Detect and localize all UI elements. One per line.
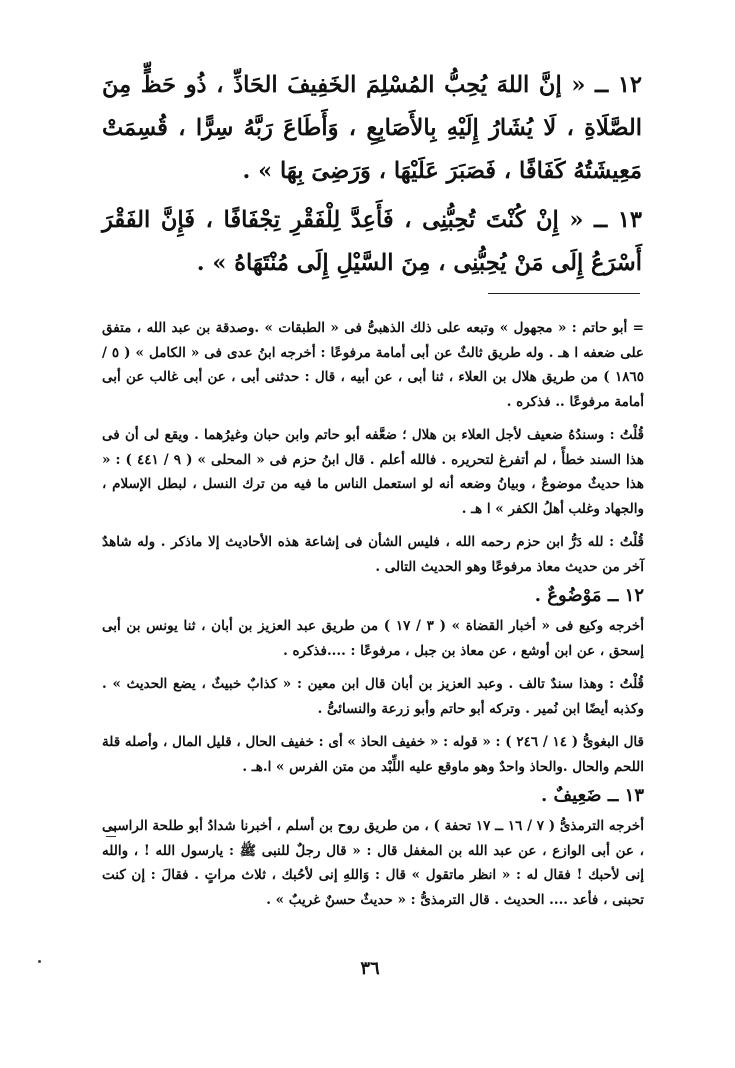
- hadith-text-block: [102, 64, 642, 291]
- footnote-paragraph: قُلْتُ : لله دَرُّ ابن حزم رحمه الله ، فليس الشأن فى إشاعة هذه الأحاديث إلا ماذكر . وله شاهدٌ آخر من حديث معاذ مرفوعًا وهو الحديث التالى .: [102, 534, 644, 575]
- footnote-paragraph: قُلْتُ : وهذا سندٌ تالف . وعبد العزيز بن أبان قال ابن معين : « كذابٌ خبيثٌ ، يضع الحديث » . وكذبه أيضًا ابن نُمير . وتركه أبو حاتم وأبو زرعة والنسائىُّ .: [102, 676, 644, 717]
- footnote-paragraph: أخرجه وكيع فى « أخبار القضاة » ( ٣ / ١٧ ) من طريق عبد العزيز بن أبان ، ثنا يونس بن أبى إسحق ، عن ابن أوشع ، عن معاذ بن جبل ، مرفوعًا : ....فذكره .: [102, 618, 644, 659]
- footnote-paragraph: قال البغوىُّ ( ١٤ / ٢٤٦ ) : « قوله : « خفيف الحاذ » أى : خفيف الحال ، قليل المال ، وأصله قلة اللحم والحال .والحاذ واحدٌ وهو ماوقع عليه اللِّبْد من متن الفرس » ا.هـ .: [102, 734, 644, 775]
- footnote-paragraph: أخرجه الترمذىُّ ( ٧ / ١٦ ــ ١٧ تحفة ) ، من طريق روح بن أسلم ، أخبرنا شدادُ أبو طلحة الراسبى ، عن أبى الوازع ، عن عبد الله بن المغفل قال : « قال رجلٌ للنبى ﷺ : يارسول الله ! ، والله إنى لأحبك ! فقال له : « انظر ماتقول » قال : وَاللهِ إنى لأحُبك ، ثلاث مراتٍ . فقالَ : إن كنت تحبنى ، فأعد .... الحديث . قال الترمذىُّ : « حديثٌ حسنٌ غريبٌ » .: [102, 818, 644, 908]
- hadith-12-text: ١٢ ــ « إنَّ اللهَ يُحِبُّ المُسْلِمَ الخَفِيفَ الحَاذِّ ، ذُو حَظٍّ مِنَ الصَّلَاةِ ، لَا يُشَارُ إِلَيْهِ بِالأَصَابِعِ ، وَأَطَاعَ رَبَّهُ سِرًّا ، قُسِمَتْ مَعِيشَتُهُ كَفَافًا ، فَصَبَرَ عَلَيْهَا ، وَرَضِىَ بِهَا » .: [102, 72, 642, 184]
- scan-speck: [38, 960, 41, 963]
- footnote-paragraph: قُلْتُ : وسندُهُ ضعيف لأجل العلاء بن هلال ؛ ضعَّفه أبو حاتم وابن حبان وغيرُهما . ويقع لى أن فى هذا السند خطأً ، لم أتفرغ لتحريره . فالله أعلم . قال ابنُ حزم فى « المحلى » ( ٩ / ٤٤١ ) : « هذا حديثٌ موضوعٌ ، وبيانُ وضعه أنه لو استعمل الناس ما فيه من ترك النسل ، لبطل الإسلام ، والجهاد وغلب أهلُ الكفر » ا هـ .: [102, 427, 644, 517]
- footnotes-block: [102, 316, 644, 916]
- continuation-mark: [106, 830, 116, 837]
- page-number: ٣٦: [360, 958, 380, 979]
- footnote-separator: [488, 293, 640, 294]
- footnote-paragraph: = أبو حاتم : « مجهول » وتبعه على ذلك الذهبىُّ فى « الطبقات » .وصدقة بن عبد الله ، متفق على ضعفه ا هـ . وله طريق ثالثٌ عن أبى أمامة مرفوعًا : أخرجه ابنُ عدى فى « الكامل » ( ٥ / ١٨٦٥ ) من طريق هلال بن العلاء ، ثنا أبى ، عن أبيه ، قال : حدثنى أبى ، عن أبى غالب عن أبى أمامة مرفوعًا .. فذكره .: [102, 320, 644, 410]
- hadith-13-grade-heading: ١٣ ــ ضَعِيفٌ .: [541, 785, 644, 806]
- hadith-12-grade-heading: ١٢ ــ مَوْضُوعٌ .: [534, 585, 644, 606]
- hadith-13-text: ١٣ ــ « إِنْ كُنْتَ تُحِبُّنِى ، فَأَعِدَّ لِلْفَقْرِ تِجْفَافًا ، فَإِنَّ الفَقْرَ أَسْرَعُ إِلَى مَنْ يُحِبُّنِى ، مِنَ السَّيْلِ إِلَى مُنْتَهَاهُ » .: [102, 207, 642, 276]
